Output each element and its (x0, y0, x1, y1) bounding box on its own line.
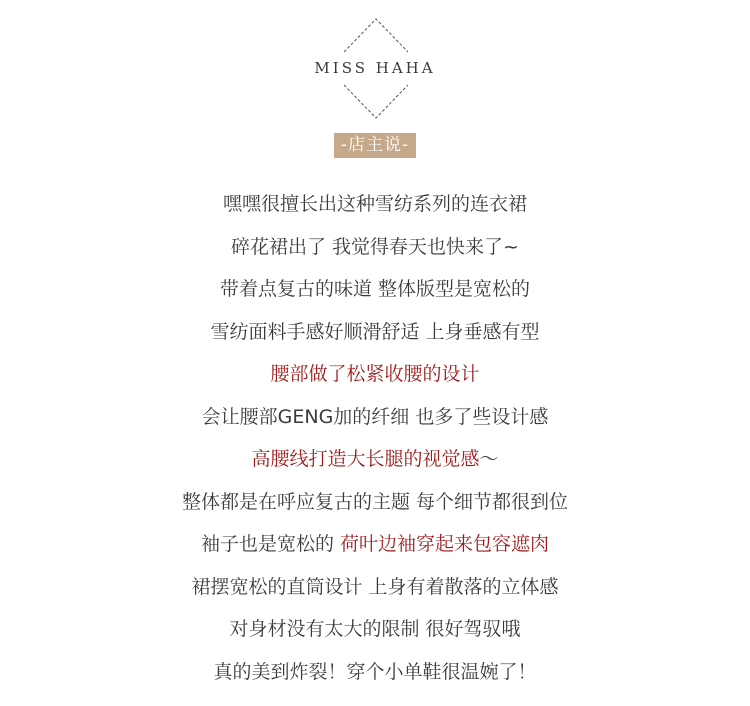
description-line (0, 566, 750, 609)
line-text: 整体都是在呼应复古的主题 每个细节都很到位 (181, 490, 569, 513)
description-line (0, 438, 750, 481)
highlighted-text: 荷叶边袖穿起来包容遮肉 (340, 533, 550, 555)
line-text: 碎花裙出了 我觉得春天也快来了~ (231, 235, 519, 258)
line-text: 对身材没有太大的限制 很好驾驭哦 (229, 618, 521, 640)
description-line (0, 353, 750, 396)
description-line (0, 268, 750, 311)
owner-says-tag: -店主说- (334, 133, 416, 158)
line-text: 裙摆宽松的直筒设计 上身有着散落的立体感 (191, 575, 559, 598)
line-text: 袖子也是宽松的 (200, 533, 341, 555)
owner-says-tag-wrap (0, 133, 750, 158)
description-lines (0, 183, 750, 693)
description-line (0, 608, 750, 651)
line-text: 带着点复古的味道 整体版型是宽松的 (219, 278, 531, 300)
line-text: 会让腰部GENG加的纤细 也多了些设计感 (201, 405, 549, 428)
description-line (0, 311, 750, 354)
line-text: 雪纺面料手感好顺滑舒适 上身垂感有型 (210, 320, 540, 343)
line-text: 嘿嘿很擅长出这种雪纺系列的连衣裙 (222, 193, 527, 215)
description-line (0, 226, 750, 269)
highlighted-text: 腰部做了松紧收腰的设计 (270, 363, 480, 385)
description-line (0, 651, 750, 694)
line-text: 真的美到炸裂！穿个小单鞋很温婉了！ (213, 660, 537, 683)
brand-name: MISS HAHA (314, 59, 436, 77)
highlighted-text: 高腰线打造大长腿的视觉感 (251, 448, 480, 470)
description-line (0, 183, 750, 226)
description-line (0, 396, 750, 439)
description-line (0, 523, 750, 566)
line-text: ～ (479, 448, 499, 470)
description-line (0, 481, 750, 524)
